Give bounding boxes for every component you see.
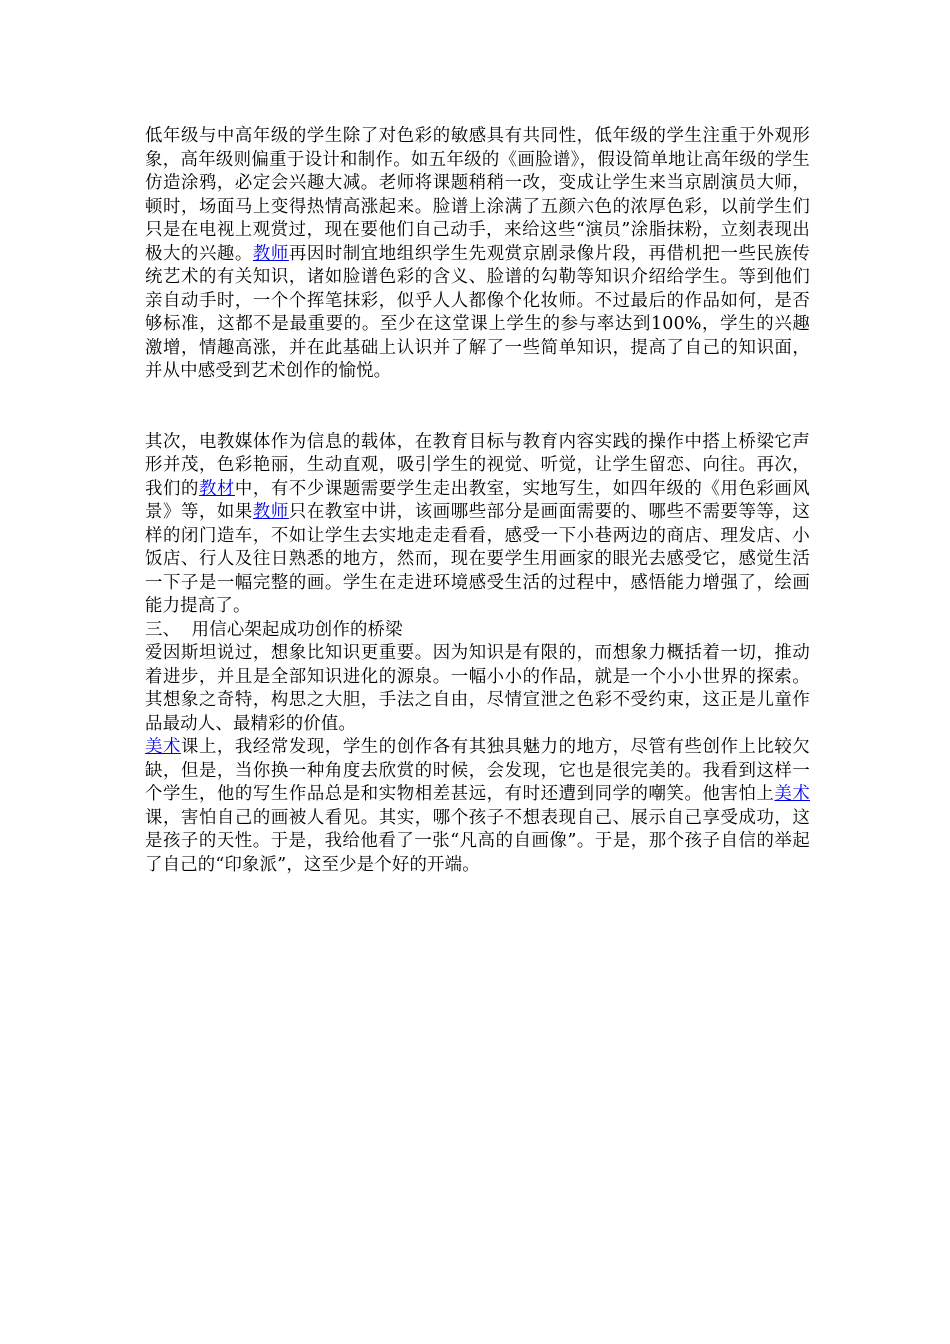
link-art[interactable]: 美术 [145, 737, 181, 757]
paragraph-4 [145, 736, 810, 877]
paragraph-gap [145, 407, 810, 431]
link-art[interactable]: 美术 [774, 784, 810, 804]
paragraph-2 [145, 431, 810, 619]
paragraph-4-text-b: 课，害怕自己的画被人看见。其实，哪个孩子不想表现自己、展示自己享受成功，这是孩子的天性。于是，我给他看了一张“凡高的自画像”。于是，那个孩子自信的举起了自己的“印象派”，这至少是个好的开端。 [145, 807, 810, 875]
document-body [145, 125, 810, 877]
paragraph-1-text-b: 再因时制宜地组织学生先观赏京剧录像片段，再借机把一些民族传统艺术的有关知识，诸如脸谱色彩的含义、脸谱的勾勒等知识介绍给学生。等到他们亲自动手时，一个个挥笔抹彩，似乎人人都像个化妆师。不过最后的作品如何，是否够标准，这都不是最重要的。至少在这堂课上学生的参与率达到100%，学生的兴趣激增，情趣高涨，并在此基础上认识并了解了一些简单知识，提高了自己的知识面，并从中感受到艺术创作的愉悦。 [145, 243, 810, 381]
paragraph-4-text-a: 课上，我经常发现，学生的创作各有其独具魅力的地方，尽管有些创作上比较欠缺，但是，当你换一种角度去欣赏的时候，会发现，它也是很完美的。我看到这样一个学生，他的写生作品总是和实物相差甚远，有时还遭到同学的嘲笑。他害怕上 [145, 737, 810, 804]
paragraph-gap [145, 384, 810, 408]
paragraph-3: 爱因斯坦说过，想象比知识更重要。因为知识是有限的，而想象力概括着一切，推动着进步，并且是全部知识进化的源泉。一幅小小的作品，就是一个小小世界的探索。其想象之奇特，构思之大胆，手法之自由，尽情宣泄之色彩不受约束，这正是儿童作品最动人、最精彩的价值。 [145, 643, 810, 734]
link-textbook[interactable]: 教材 [198, 478, 235, 499]
link-teacher[interactable]: 教师 [252, 243, 289, 264]
paragraph-1-text-a: 低年级与中高年级的学生除了对色彩的敏感具有共同性，低年级的学生注重于外观形象，高年级则偏重于设计和制作。如五年级的《画脸谱》，假设简单地让高年级的学生仿造涂鸦，必定会兴趣大减。老师将课题稍稍一改，变成让学生来当京剧演员大师，顿时，场面马上变得热情高涨起来。脸谱上涂满了五颜六色的浓厚色彩，以前学生们只是在电视上观赏过，现在要他们自己动手，来给这些“演员”涂脂抹粉，立刻表现出极大的兴趣。 [145, 126, 810, 264]
section-heading: 三、 用信心架起成功创作的桥梁 [145, 619, 403, 640]
paragraph-2-text-b: 中，有不少课题需要学生走出教室，实地写生，如四年级的《用色彩画风景》等，如果 [145, 478, 810, 522]
link-teacher[interactable]: 教师 [252, 502, 289, 522]
paragraph-2-text-c: 只在教室中讲，该画哪些部分是画面需要的、哪些不需要等等，这样的闭门造车，不如让学生去实地走走看看，感受一下小巷两边的商店、理发店、小饭店、行人及往日熟悉的地方，然而，现在要学生用画家的眼光去感受它，感觉生活一下子是一幅完整的画。学生在走进环境感受生活的过程中，感悟能力增强了，绘画能力提高了。 [145, 502, 810, 616]
paragraph-1 [145, 125, 810, 384]
paragraph-2-text-a: 其次，电教媒体作为信息的载体，在教育目标与教育内容实践的操作中搭上桥梁它声形并茂，色彩艳丽，生动直观，吸引学生的视觉、听觉，让学生留恋、向往。再次，我们的 [145, 431, 810, 499]
